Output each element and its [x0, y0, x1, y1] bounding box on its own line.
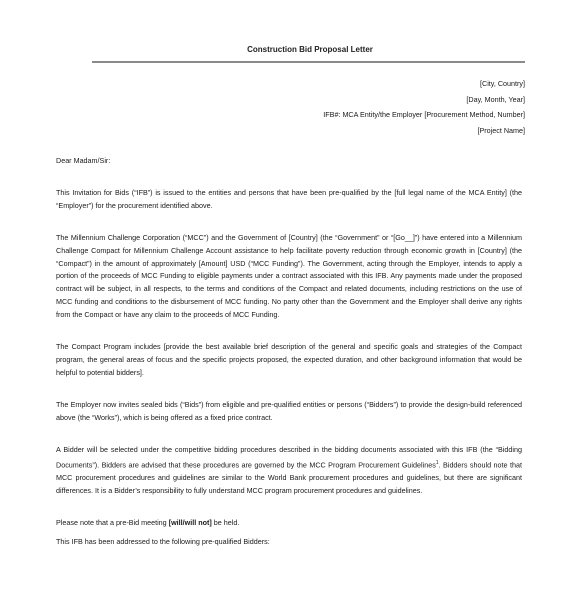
paragraph-addressed-bidders: This IFB has been addressed to the following pre-qualified Bidders:: [56, 536, 270, 546]
paragraph-bidder-selection: [56, 444, 522, 498]
paragraph-compact: The Millennium Challenge Corporation (“MCC”) and the Government of [Country] (the “Government” or “[Go__]”) have entered into a Millennium Challenge Compact for Millennium Challenge Account assistance to help facilitate poverty reduction through economic growth in [Country] (the “Compact”) in the amount of approximately [Amount] USD (“MCC Funding”). The Government, acting through the Employer, intends to apply a portion of the proceeds of MCC Funding to eligible payments under a contract associated with this IFB. Any payments made under the proposed contract will be subject, in all respects, to the terms and conditions of the Compact and related documents, including restrictions on the use of MCC funding and conditions to the disbursement of MCC funding. No party other than the Government and the Employer shall derive any rights from the Compact or have any claim to the proceeds of MCC Funding.: [56, 232, 522, 320]
address-city-country: [City, Country]: [480, 79, 525, 88]
address-ifb-number: IFB#: MCA Entity/the Employer [Procurement Method, Number]: [323, 110, 525, 119]
letter-body: [56, 155, 522, 567]
pre-bid-text-end: be held.: [211, 517, 240, 527]
bidder-selection-text-rest: . Bidders should note that MCC procurement procedures and guidelines are similar to the World Bank procurement procedures and guidelines, but there are significant differences. It is a Bidder’s responsibility to fully understand MCC program procurement procedures and guidelines.: [56, 459, 522, 495]
paragraph-compact-program: The Compact Program includes [provide the best available brief description of the general and specific goals and strategies of the Compact program, the general areas of focus and the specific projects proposed, the expected duration, and other background information that would be helpful to potential bidders].: [56, 342, 522, 377]
title-divider: [92, 61, 525, 63]
bidder-selection-text: A Bidder will be selected under the competitive bidding procedures described in the bidding documents associated with this IFB (the “Bidding Documents”). Bidders are advised that these procedures are governed by the MCC Program Procurement Guidelines: [56, 444, 522, 469]
paragraph-invitation: This Invitation for Bids (“IFB”) is issued to the entities and persons that have been pre-qualified by the [full legal name of the MCA Entity] (the “Employer”) for the procurement identified above.: [56, 187, 522, 210]
address-project-name: [Project Name]: [477, 125, 525, 135]
paragraph-pre-bid-meeting: [56, 517, 522, 530]
footnote-marker: 1: [435, 459, 439, 466]
document-title: Construction Bid Proposal Letter: [247, 45, 373, 54]
paragraph-sealed-bids: The Employer now invites sealed bids (“Bids”) from eligible and pre-qualified entities or persons (“Bidders”) to provide the design-build referenced above (the “Works”), which is being offered as a fixed price contract.: [56, 399, 522, 422]
pre-bid-option: [will/will not]: [168, 517, 212, 527]
salutation: Dear Madam/Sir:: [56, 156, 111, 165]
address-date: [Day, Month, Year]: [466, 94, 525, 104]
pre-bid-text: Please note that a pre-Bid meeting: [56, 517, 169, 527]
address-block: [323, 76, 525, 138]
